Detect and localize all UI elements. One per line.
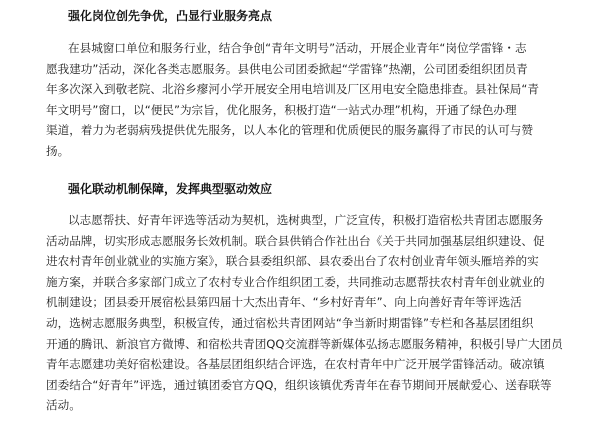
- paragraph-2-line: 以志愿帮扶、好青年评选等活动为契机，选树典型，广泛宣传，积极打造宿松共青团志愿服务: [68, 213, 544, 227]
- section-heading-1: 强化岗位创先争优，凸显行业服务亮点: [68, 9, 273, 23]
- paragraph-1-line: 年多次深入到敬老院、北浴乡瘳河小学开展安全用电培训及厂区用电安全隐患排查。县社保局“青: [46, 82, 539, 97]
- paragraph-1-line: 在县城窗口单位和服务行业，结合争创“青年文明号”活动，开展企业青年“岗位学雷锋・志: [68, 41, 527, 55]
- paragraph-1-line: 扬。: [46, 143, 70, 158]
- paragraph-2-line: 进农村青年创业就业的实施方案》，联合县委组织部、县农委出台了农村创业青年领头雁培养的实: [46, 254, 539, 269]
- paragraph-2-line: 机制建设；团县委开展宿松县第四届十大杰出青年、“乡村好青年”、向上向善好青年等评选活: [46, 295, 522, 310]
- paragraph-1: [46, 38, 580, 162]
- section-heading-2: 强化联动机制保障，发挥典型驱动效应: [68, 182, 273, 196]
- paragraph-1-line: 渠道，着力为老弱病残提供优先服务，以人本化的管理和优质便民的服务赢得了市民的认可与赞: [46, 123, 533, 138]
- paragraph-1-line: 愿我建功”活动，深化各类志愿服务。县供电公司团委掀起“学雷锋”热潮，公司团委组织团员青: [46, 61, 528, 76]
- paragraph-2: [46, 210, 580, 416]
- paragraph-2-line: 团委结合“好青年”评选，通过镇团委官方QQ，组织该镇优秀青年在春节期间开展献爱心、送春联等: [46, 377, 552, 392]
- paragraph-2-line: 活动。: [46, 398, 81, 413]
- paragraph-2-line: 开通的腾讯、新浪官方微博、和宿松共青团QQ交流群等新媒体弘扬志愿服务精神，积极引导广大团员: [46, 336, 563, 351]
- paragraph-2-line: 青年志愿建功美好宿松建设。各基层团组织结合评选，在农村青年中广泛开展学雷锋活动。破凉镇: [46, 357, 545, 372]
- paragraph-2-line: 动，选树志愿服务典型，积极宣传，通过宿松共青团网站“争当新时期雷锋”专栏和各基层团组织: [46, 315, 534, 330]
- paragraph-1-line: 年文明号”窗口，以“便民”为宗旨，优化服务，积极打造“一站式办理”机构，开通了绿色办理: [46, 102, 517, 117]
- paragraph-2-line: 活动品牌，切实形成志愿服务长效机制。联合县供销合作社出台《关于共同加强基层组织建设、促: [46, 233, 545, 248]
- paragraph-2-line: 施方案，并联合多家部门成立了农村专业合作组织团工委，共同推动志愿帮扶农村青年创业就业的: [46, 274, 545, 289]
